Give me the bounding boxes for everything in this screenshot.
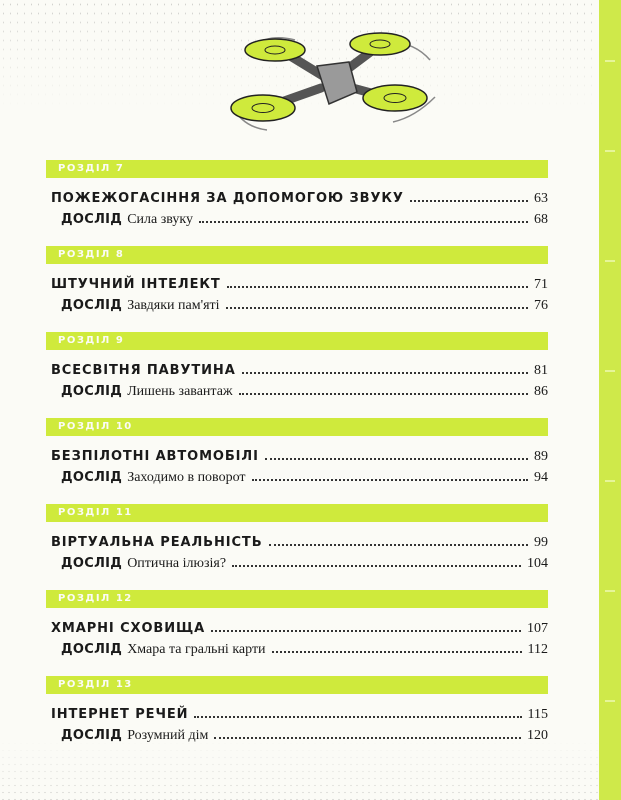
experiment-label: ДОСЛІД [61, 212, 123, 227]
chapter-title: БЕЗПІЛОТНІ АВТОМОБІЛІ [51, 449, 259, 464]
toc-entry-experiment[interactable] [51, 384, 548, 402]
page-number: 76 [534, 298, 548, 313]
chapter-bar [46, 246, 548, 264]
leader-dots [199, 220, 528, 223]
leader-dots [269, 543, 528, 546]
leader-dots [410, 199, 528, 202]
page-number: 112 [527, 642, 548, 657]
experiment-label: ДОСЛІД [61, 298, 123, 313]
circuit-border [599, 0, 621, 800]
page-number: 107 [527, 621, 548, 636]
page-number: 115 [527, 707, 548, 722]
leader-dots [252, 478, 528, 481]
page-number: 81 [534, 363, 548, 378]
chapter-label: РОЗДІЛ 13 [58, 679, 133, 690]
chapter-label: РОЗДІЛ 8 [58, 249, 125, 260]
toc-entry-chapter[interactable] [51, 363, 548, 381]
leader-dots [265, 457, 528, 460]
chapter-bar [46, 332, 548, 350]
chapter-title: ПОЖЕЖОГАСІННЯ ЗА ДОПОМОГОЮ ЗВУКУ [51, 191, 404, 206]
chapter-title: ШТУЧНИЙ ІНТЕЛЕКТ [51, 277, 221, 292]
experiment-label: ДОСЛІД [61, 470, 123, 485]
leader-dots [232, 564, 521, 567]
page-number: 120 [527, 728, 548, 743]
toc-entry-chapter[interactable] [51, 277, 548, 295]
chapter-title: ВСЕСВІТНЯ ПАВУТИНА [51, 363, 236, 378]
toc-entry-chapter[interactable] [51, 535, 548, 553]
toc-entry-experiment[interactable] [51, 212, 548, 230]
page-number: 104 [527, 556, 548, 571]
leader-dots [227, 285, 528, 288]
toc-section [46, 160, 548, 246]
toc-entry-experiment[interactable] [51, 298, 548, 316]
toc-section [46, 246, 548, 332]
experiment-title: Заходимо в поворот [127, 470, 246, 485]
leader-dots [272, 650, 522, 653]
chapter-label: РОЗДІЛ 9 [58, 335, 125, 346]
table-of-contents [46, 160, 548, 762]
chapter-label: РОЗДІЛ 7 [58, 163, 125, 174]
toc-entry-experiment[interactable] [51, 642, 548, 660]
toc-entry-experiment[interactable] [51, 728, 548, 746]
chapter-title: ХМАРНІ СХОВИЩА [51, 621, 206, 636]
toc-section [46, 590, 548, 676]
chapter-label: РОЗДІЛ 10 [58, 421, 133, 432]
toc-section [46, 676, 548, 762]
toc-entry-chapter[interactable] [51, 449, 548, 467]
experiment-label: ДОСЛІД [61, 384, 123, 399]
chapter-bar [46, 418, 548, 436]
leader-dots [214, 736, 521, 739]
toc-entry-experiment[interactable] [51, 556, 548, 574]
toc-entry-chapter[interactable] [51, 191, 548, 209]
chapter-bar [46, 504, 548, 522]
chapter-bar [46, 160, 548, 178]
toc-entry-experiment[interactable] [51, 470, 548, 488]
experiment-title: Сила звуку [127, 212, 193, 227]
page-number: 99 [534, 535, 548, 550]
leader-dots [211, 629, 521, 632]
leader-dots [239, 392, 528, 395]
chapter-label: РОЗДІЛ 11 [58, 507, 133, 518]
chapter-bar [46, 590, 548, 608]
toc-entry-chapter[interactable] [51, 707, 548, 725]
toc-entry-chapter[interactable] [51, 621, 548, 639]
experiment-label: ДОСЛІД [61, 642, 123, 657]
chapter-label: РОЗДІЛ 12 [58, 593, 133, 604]
experiment-title: Завдяки пам'яті [127, 298, 220, 313]
leader-dots [194, 715, 521, 718]
experiment-title: Лишень завантаж [127, 384, 233, 399]
toc-section [46, 504, 548, 590]
page-number: 94 [534, 470, 548, 485]
experiment-title: Оптична ілюзія? [127, 556, 227, 571]
page-number: 89 [534, 449, 548, 464]
toc-section [46, 418, 548, 504]
experiment-label: ДОСЛІД [61, 728, 123, 743]
drone-icon [225, 22, 440, 140]
chapter-title: ІНТЕРНЕТ РЕЧЕЙ [51, 707, 189, 722]
page-number: 68 [534, 212, 548, 227]
experiment-title: Хмара та гральні карти [127, 642, 266, 657]
page-number: 63 [534, 191, 548, 206]
toc-section [46, 332, 548, 418]
leader-dots [226, 306, 528, 309]
chapter-bar [46, 676, 548, 694]
chapter-title: ВІРТУАЛЬНА РЕАЛЬНІСТЬ [51, 535, 263, 550]
leader-dots [242, 371, 528, 374]
experiment-label: ДОСЛІД [61, 556, 123, 571]
page-number: 71 [534, 277, 548, 292]
page-number: 86 [534, 384, 548, 399]
experiment-title: Розумний дім [127, 728, 209, 743]
